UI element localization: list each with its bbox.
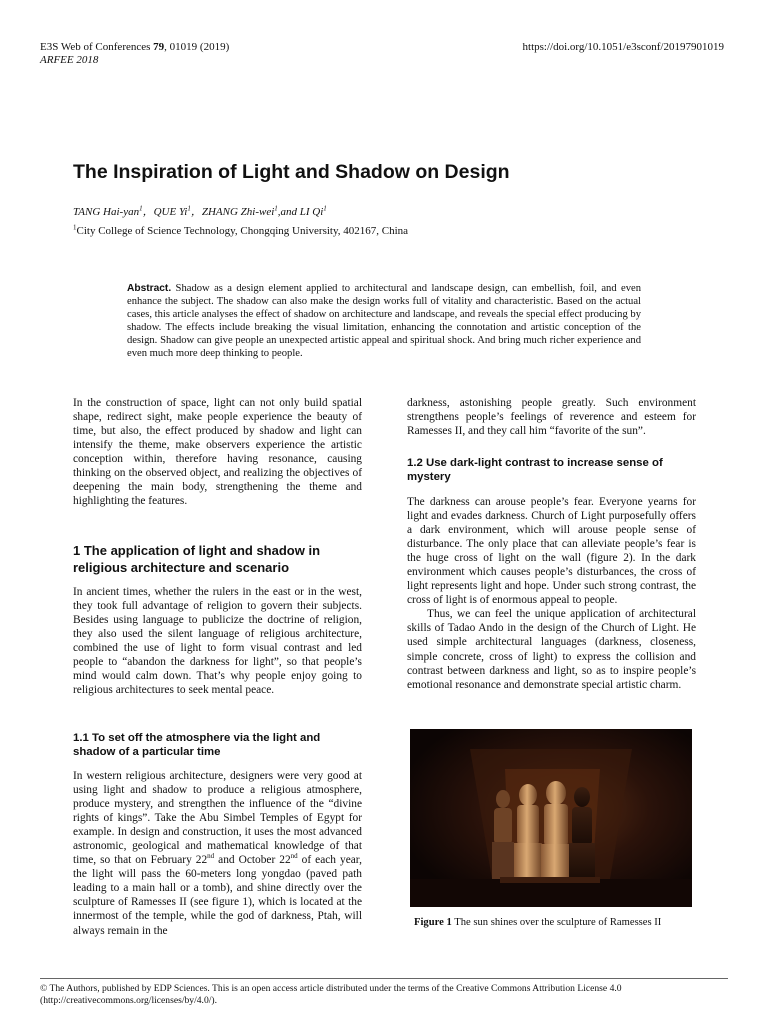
author-name: TANG Hai-yan xyxy=(73,206,140,218)
author-separator: ,and xyxy=(277,206,300,218)
affiliation-marker: 1 xyxy=(274,204,278,213)
author-separator: ， xyxy=(142,206,154,218)
figure-ramesses-photo xyxy=(410,729,692,907)
journal-citation xyxy=(40,41,229,54)
section-1-2-body xyxy=(407,495,696,692)
intro-paragraph: In the construction of space, light can not only build spatial shape, redirect sight, make people experience the beauty of time, but also, the effect produced by shadow and light can intensify the theme, make observers experience the artistic conception within, therefore having resonance, causing thinking on the observed object, and realizing the objectives of deepening the main body, strengthening the theme and highlighting the features. xyxy=(73,397,362,508)
affiliation-marker: 1 xyxy=(73,223,77,232)
footer-divider xyxy=(40,978,728,979)
ordinal-suffix: nd xyxy=(290,852,298,861)
affiliation xyxy=(73,224,408,238)
journal-name: E3S Web of Conferences xyxy=(40,41,154,53)
section-heading-1: 1 The application of light and shadow in religious architecture and scenario xyxy=(73,543,321,575)
section-1-paragraph: In ancient times, whether the rulers in the east or in the west, they took full advantage of religion to govern their subjects. Besides using language to publicize the doctrine of religion, they also used the silent language of religious architecture, combined the use of light to form visual contrast and led people to “abandon the darkness for light”, so that people’s mind would calm down. That’s why people enjoy going to religious architectures to seek mental peace. xyxy=(73,586,362,697)
section-1-1-continuation: darkness, astonishing people greatly. Such environment strengthens people’s feelings of reverence and esteem for Ramesses II, and they call him “favorite of the sun”. xyxy=(407,397,696,438)
author-name: ZHANG Zhi-wei xyxy=(201,206,275,218)
journal-volume: 79 xyxy=(153,41,165,53)
author-separator: ， xyxy=(190,206,202,218)
affiliation-text: City College of Science Technology, Chongqing University, 402167, China xyxy=(76,225,409,237)
conference-name: ARFEE 2018 xyxy=(40,54,99,66)
license-footer: © The Authors, published by EDP Sciences. This is an open access article distributed under the terms of the Creative Commons Attribution License 4.0 (http://creativecommons.org/licenses/by/4.0/). xyxy=(40,983,622,1006)
section-heading-1-1: 1.1 To set off the atmosphere via the light and shadow of a particular time xyxy=(73,732,321,758)
figure-label: Figure 1 xyxy=(414,917,452,928)
temple-interior-illustration xyxy=(410,729,692,907)
section-1-2-paragraph: Thus, we can feel the unique application of architectural skills of Tadao Ando in the design of the Church of Light. He used simple architectural languages (darkness, closeness, simple concrete, cross of light) to express the collision and contrast between darkness and light, so as to inspire people’s emotional resonance and demonstrate special artistic charm. xyxy=(407,608,696,691)
abstract-text: Shadow as a design element applied to architectural and landscape design, can embellish, foil, and even enhance the subject. The shadow can also make the design works full of vitality and characteristic. Based on the actual cases, this article analyses the effect of shadow on architecture and landscape, and reveals the special effect producing by shadow. The effects include breaking the visual limitation, enhancing the connotation and artistic conception of the design. Shadow can give people an unexpected artistic appeal and spiritual shock. And bring much richer experience and even much more deep thinking to people. xyxy=(127,283,641,360)
section-heading-1-2: 1.2 Use dark-light contrast to increase sense of mystery xyxy=(407,457,663,483)
affiliation-marker: 1 xyxy=(323,204,327,213)
author-name: LI Qi xyxy=(299,206,324,218)
author-list xyxy=(73,205,327,219)
figure-1-caption xyxy=(414,916,661,929)
paragraph-text: and October 22 xyxy=(214,854,291,867)
paper-title: The Inspiration of Light and Shadow on Design xyxy=(73,161,510,183)
ordinal-suffix: nd xyxy=(207,852,215,861)
running-header xyxy=(40,41,229,67)
section-1-1-paragraph xyxy=(73,769,362,938)
section-1-2-paragraph: The darkness can arouse people’s fear. Everyone yearns for light and evades darkness. Church of Light purposefully offers a dark environment, which will arouse people sense of disturbance. The only place that can alleviate people’s fear is the huge cross of light on the wall (figure 2). In the dark environment which causes people’s disturbances, the cross of light represents light and hope. Under such strong contrast, the cross of light is of enormous appeal to people. xyxy=(407,496,696,607)
affiliation-marker: 1 xyxy=(187,204,191,213)
abstract-label: Abstract. xyxy=(127,283,172,294)
article-number: , 01019 (2019) xyxy=(164,41,230,53)
figure-caption-text: The sun shines over the sculpture of Ramesses II xyxy=(451,917,662,928)
author-name: QUE Yi xyxy=(153,206,188,218)
paragraph-text: In western religious architecture, designers were very good at using light and shadow to produce a religious atmosphere, produce mystery, and strengthen the influence of the “divine rights of kings”. Take the Abu Simbel Temples of Egypt for example. In design and construction, it uses the most advanced astronomic, geological and mathematical knowledge of that time, so that on February 22 xyxy=(73,770,362,867)
doi-link[interactable]: https://doi.org/10.1051/e3sconf/20197901019 xyxy=(522,41,724,53)
affiliation-marker: 1 xyxy=(139,204,143,213)
paragraph-text: of each year, the light will pass the 60-meters long yongdao (paved path leading to a main hall or a tomb), and shine directly over the sculpture of Ramesses II (see figure 1), which is located at the innermost of the temple, while the god of darkness, Ptah, will always remain in the xyxy=(73,854,362,937)
abstract xyxy=(127,282,641,361)
